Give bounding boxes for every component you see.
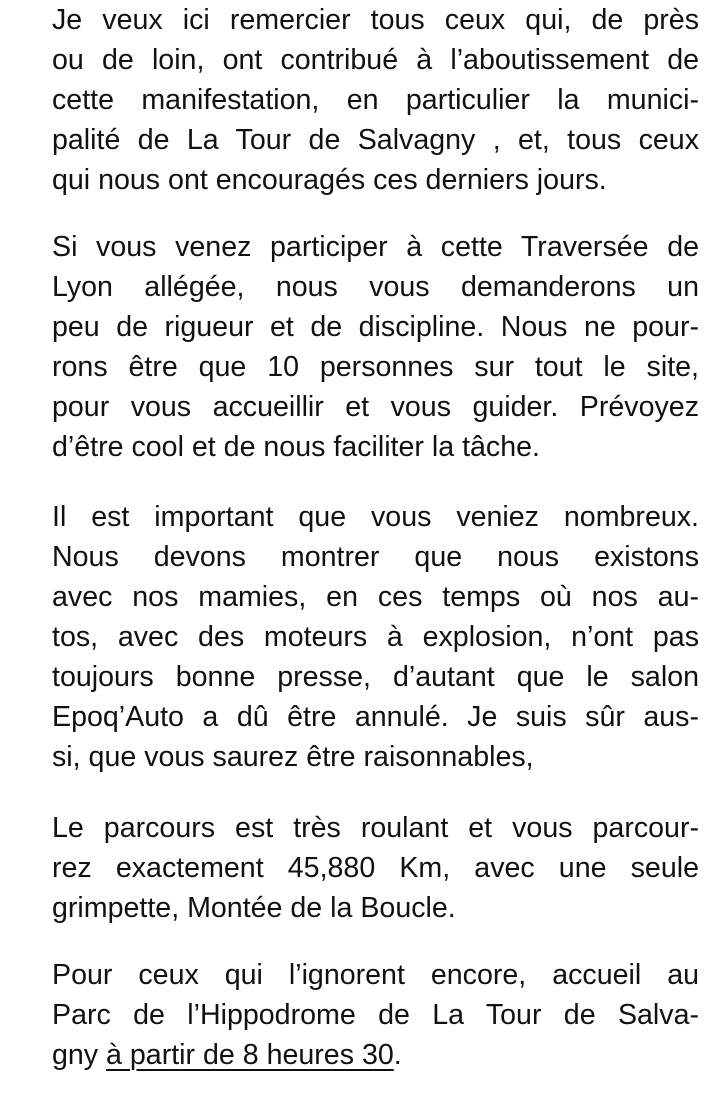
paragraph-importance [52, 497, 699, 777]
text-line: Parc de l’Hippodrome de La Tour de Salva- [52, 999, 699, 1031]
text-line: Lyon allégée, nous vous demanderons un [52, 271, 699, 303]
text-line: Nous devons montrer que nous existons [52, 541, 699, 573]
text-line: si, que vous saurez être raisonnables, [52, 741, 534, 773]
text-line: d’être cool et de nous faciliter la tâche. [52, 431, 540, 463]
paragraph-thanks [52, 0, 699, 200]
text-line: palité de La Tour de Salvagny , et, tous ceux [52, 124, 699, 156]
text-line: tos, avec des moteurs à explosion, n’ont pas [52, 621, 699, 653]
text-line: qui nous ont encouragés ces derniers jours. [52, 164, 607, 196]
text-line: peu de rigueur et de discipline. Nous ne pour- [52, 311, 699, 343]
text-line: cette manifestation, en particulier la munici- [52, 84, 699, 116]
text-line: rons être que 10 personnes sur tout le site, [52, 351, 699, 383]
text-line: Le parcours est très roulant et vous parcour- [52, 812, 699, 844]
text-fragment: . [393, 1039, 402, 1071]
text-line: Si vous venez participer à cette Traversée de [52, 231, 699, 263]
text-line: Je veux ici remercier tous ceux qui, de près [52, 4, 699, 36]
text-line: avec nos mamies, en ces temps où nos au- [52, 581, 699, 613]
text-line: grimpette, Montée de la Boucle. [52, 892, 456, 924]
start-time-link[interactable]: à partir de 8 heures 30 [106, 1039, 394, 1071]
text-line: toujours bonne presse, d’autant que le salon [52, 661, 699, 693]
text-line: Il est important que vous veniez nombreux. [52, 501, 699, 533]
paragraph-route [52, 808, 699, 928]
paragraph-participation [52, 227, 699, 467]
text-line: rez exactement 45,880 Km, avec une seule [52, 852, 699, 884]
text-line: Pour ceux qui l’ignorent encore, accueil au [52, 959, 699, 991]
text-fragment: gny [52, 1039, 107, 1071]
text-line: Epoq’Auto a dû être annulé. Je suis sûr aus- [52, 701, 699, 733]
text-line: ou de loin, ont contribué à l’aboutissement de [52, 44, 699, 76]
text-line-with-link [52, 1035, 699, 1075]
paragraph-welcome [52, 955, 699, 1075]
text-line: pour vous accueillir et vous guider. Prévoyez [52, 391, 699, 423]
